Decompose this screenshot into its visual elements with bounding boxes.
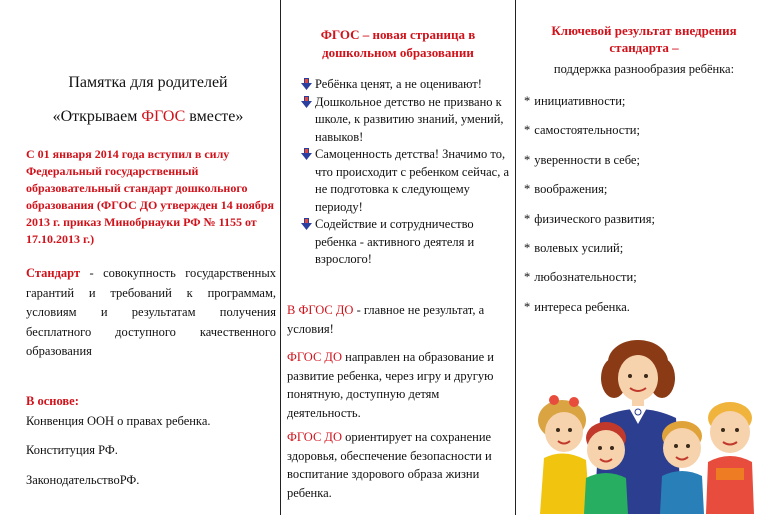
list-item bbox=[524, 116, 760, 145]
memo-subtitle bbox=[20, 106, 276, 128]
fgos-highlight: ФГОС ДО bbox=[287, 430, 342, 444]
star-bullet-icon: * bbox=[524, 182, 531, 197]
boy-figure bbox=[706, 402, 754, 514]
memo-title: Памятка для родителей bbox=[68, 74, 228, 91]
basis-item: Конвенция ООН о правах ребенка. bbox=[26, 414, 211, 428]
star-bullet-icon: * bbox=[524, 211, 531, 226]
list-item bbox=[524, 234, 760, 263]
subtitle-suffix: вместе» bbox=[185, 108, 244, 125]
star-bullet-icon: * bbox=[524, 241, 531, 256]
girl-figure bbox=[538, 395, 590, 514]
principle-text: Содействие и сотрудничество ребенка - активного деятеля и взрослого! bbox=[315, 217, 475, 266]
fgos-highlight: В ФГОС ДО bbox=[287, 303, 354, 317]
column-left bbox=[20, 0, 276, 515]
star-bullet-icon: * bbox=[524, 94, 531, 108]
basis-item: ЗаконодательствоРФ. bbox=[26, 473, 140, 487]
list-item bbox=[524, 263, 760, 292]
list-item bbox=[301, 216, 511, 269]
standard-definition bbox=[26, 264, 276, 362]
principle-text: Ребёнка ценят, а не оценивают! bbox=[315, 77, 482, 91]
standard-term: Стандарт bbox=[26, 266, 81, 280]
column-middle bbox=[285, 0, 511, 515]
fgos-title: ФГОС – новая страница в дошкольном образовании bbox=[320, 27, 476, 60]
subtitle-highlight: ФГОС bbox=[141, 108, 186, 125]
list-item bbox=[301, 94, 511, 147]
quality-text: инициативности; bbox=[534, 94, 626, 108]
arrow-down-bullet-icon bbox=[301, 218, 312, 230]
standard-text: - совокупность государственных гарантий и требований к программам, условиям и результатам получения бесплатного доступного качественного образования bbox=[26, 266, 276, 358]
arrow-down-bullet-icon bbox=[301, 148, 312, 160]
paragraph-text: направлен на образование и развитие ребенка, через игру и другую понятную, доступную детям деятельность. bbox=[287, 350, 494, 420]
fgos-conditions-paragraph bbox=[287, 301, 509, 338]
quality-text: физического развития; bbox=[534, 211, 655, 226]
key-result-subtitle: поддержка разнообразия ребёнка: bbox=[553, 62, 735, 76]
arrow-down-bullet-icon bbox=[301, 78, 312, 90]
star-bullet-icon: * bbox=[524, 299, 531, 314]
list-item bbox=[524, 87, 760, 116]
column-divider bbox=[515, 0, 516, 515]
list-item bbox=[301, 146, 511, 216]
quality-text: самостоятельности; bbox=[534, 123, 640, 138]
column-divider bbox=[280, 0, 281, 515]
principle-text: Самоценность детства! Значимо то, что происходит с ребенком сейчас, а не подготовка к следующему периоду! bbox=[315, 147, 510, 214]
principle-text: Дошкольное детство не призвано к школе, к развитию знаний, умений, навыков! bbox=[315, 94, 504, 144]
list-item bbox=[524, 293, 760, 322]
quality-text: волевых усилий; bbox=[534, 241, 624, 256]
fgos-health-paragraph bbox=[287, 428, 509, 502]
list-item bbox=[524, 175, 760, 204]
principles-list bbox=[301, 76, 511, 269]
teacher-with-children-illustration bbox=[530, 338, 760, 514]
paragraph-text: - главное не результат, а условия! bbox=[287, 303, 485, 336]
quality-text: интереса ребенка. bbox=[534, 299, 630, 314]
key-result-title: Ключевой результат внедрения стандарта – bbox=[551, 23, 737, 55]
quality-text: любознательности; bbox=[534, 270, 637, 285]
list-item bbox=[524, 205, 760, 234]
qualities-list bbox=[524, 87, 760, 322]
star-bullet-icon: * bbox=[524, 152, 531, 167]
paragraph-text: ориентирует на сохранение здоровья, обеспечение безопасности и воспитание здорового образа жизни ребенка. bbox=[287, 430, 492, 500]
intro-text: С 01 января 2014 года вступил в силу Федеральный государственный образовательный стандарт дошкольного образования (ФГОС ДО утвержден 14 ноября 2013 г. приказ Минобрнауки РФ № 1155 от 17.10.2013 г.) bbox=[26, 147, 275, 246]
quality-text: воображения; bbox=[534, 182, 608, 197]
quality-text: уверенности в себе; bbox=[534, 152, 640, 167]
star-bullet-icon: * bbox=[524, 270, 531, 285]
subtitle-prefix: «Открываем bbox=[52, 108, 142, 125]
basis-label: В основе: bbox=[26, 394, 79, 408]
list-item bbox=[301, 76, 511, 94]
arrow-down-bullet-icon bbox=[301, 96, 312, 108]
star-bullet-icon: * bbox=[524, 123, 531, 138]
basis-item: Конституция РФ. bbox=[26, 443, 118, 457]
fgos-education-paragraph bbox=[287, 348, 509, 422]
list-item bbox=[524, 146, 760, 175]
fgos-highlight: ФГОС ДО bbox=[287, 350, 342, 364]
